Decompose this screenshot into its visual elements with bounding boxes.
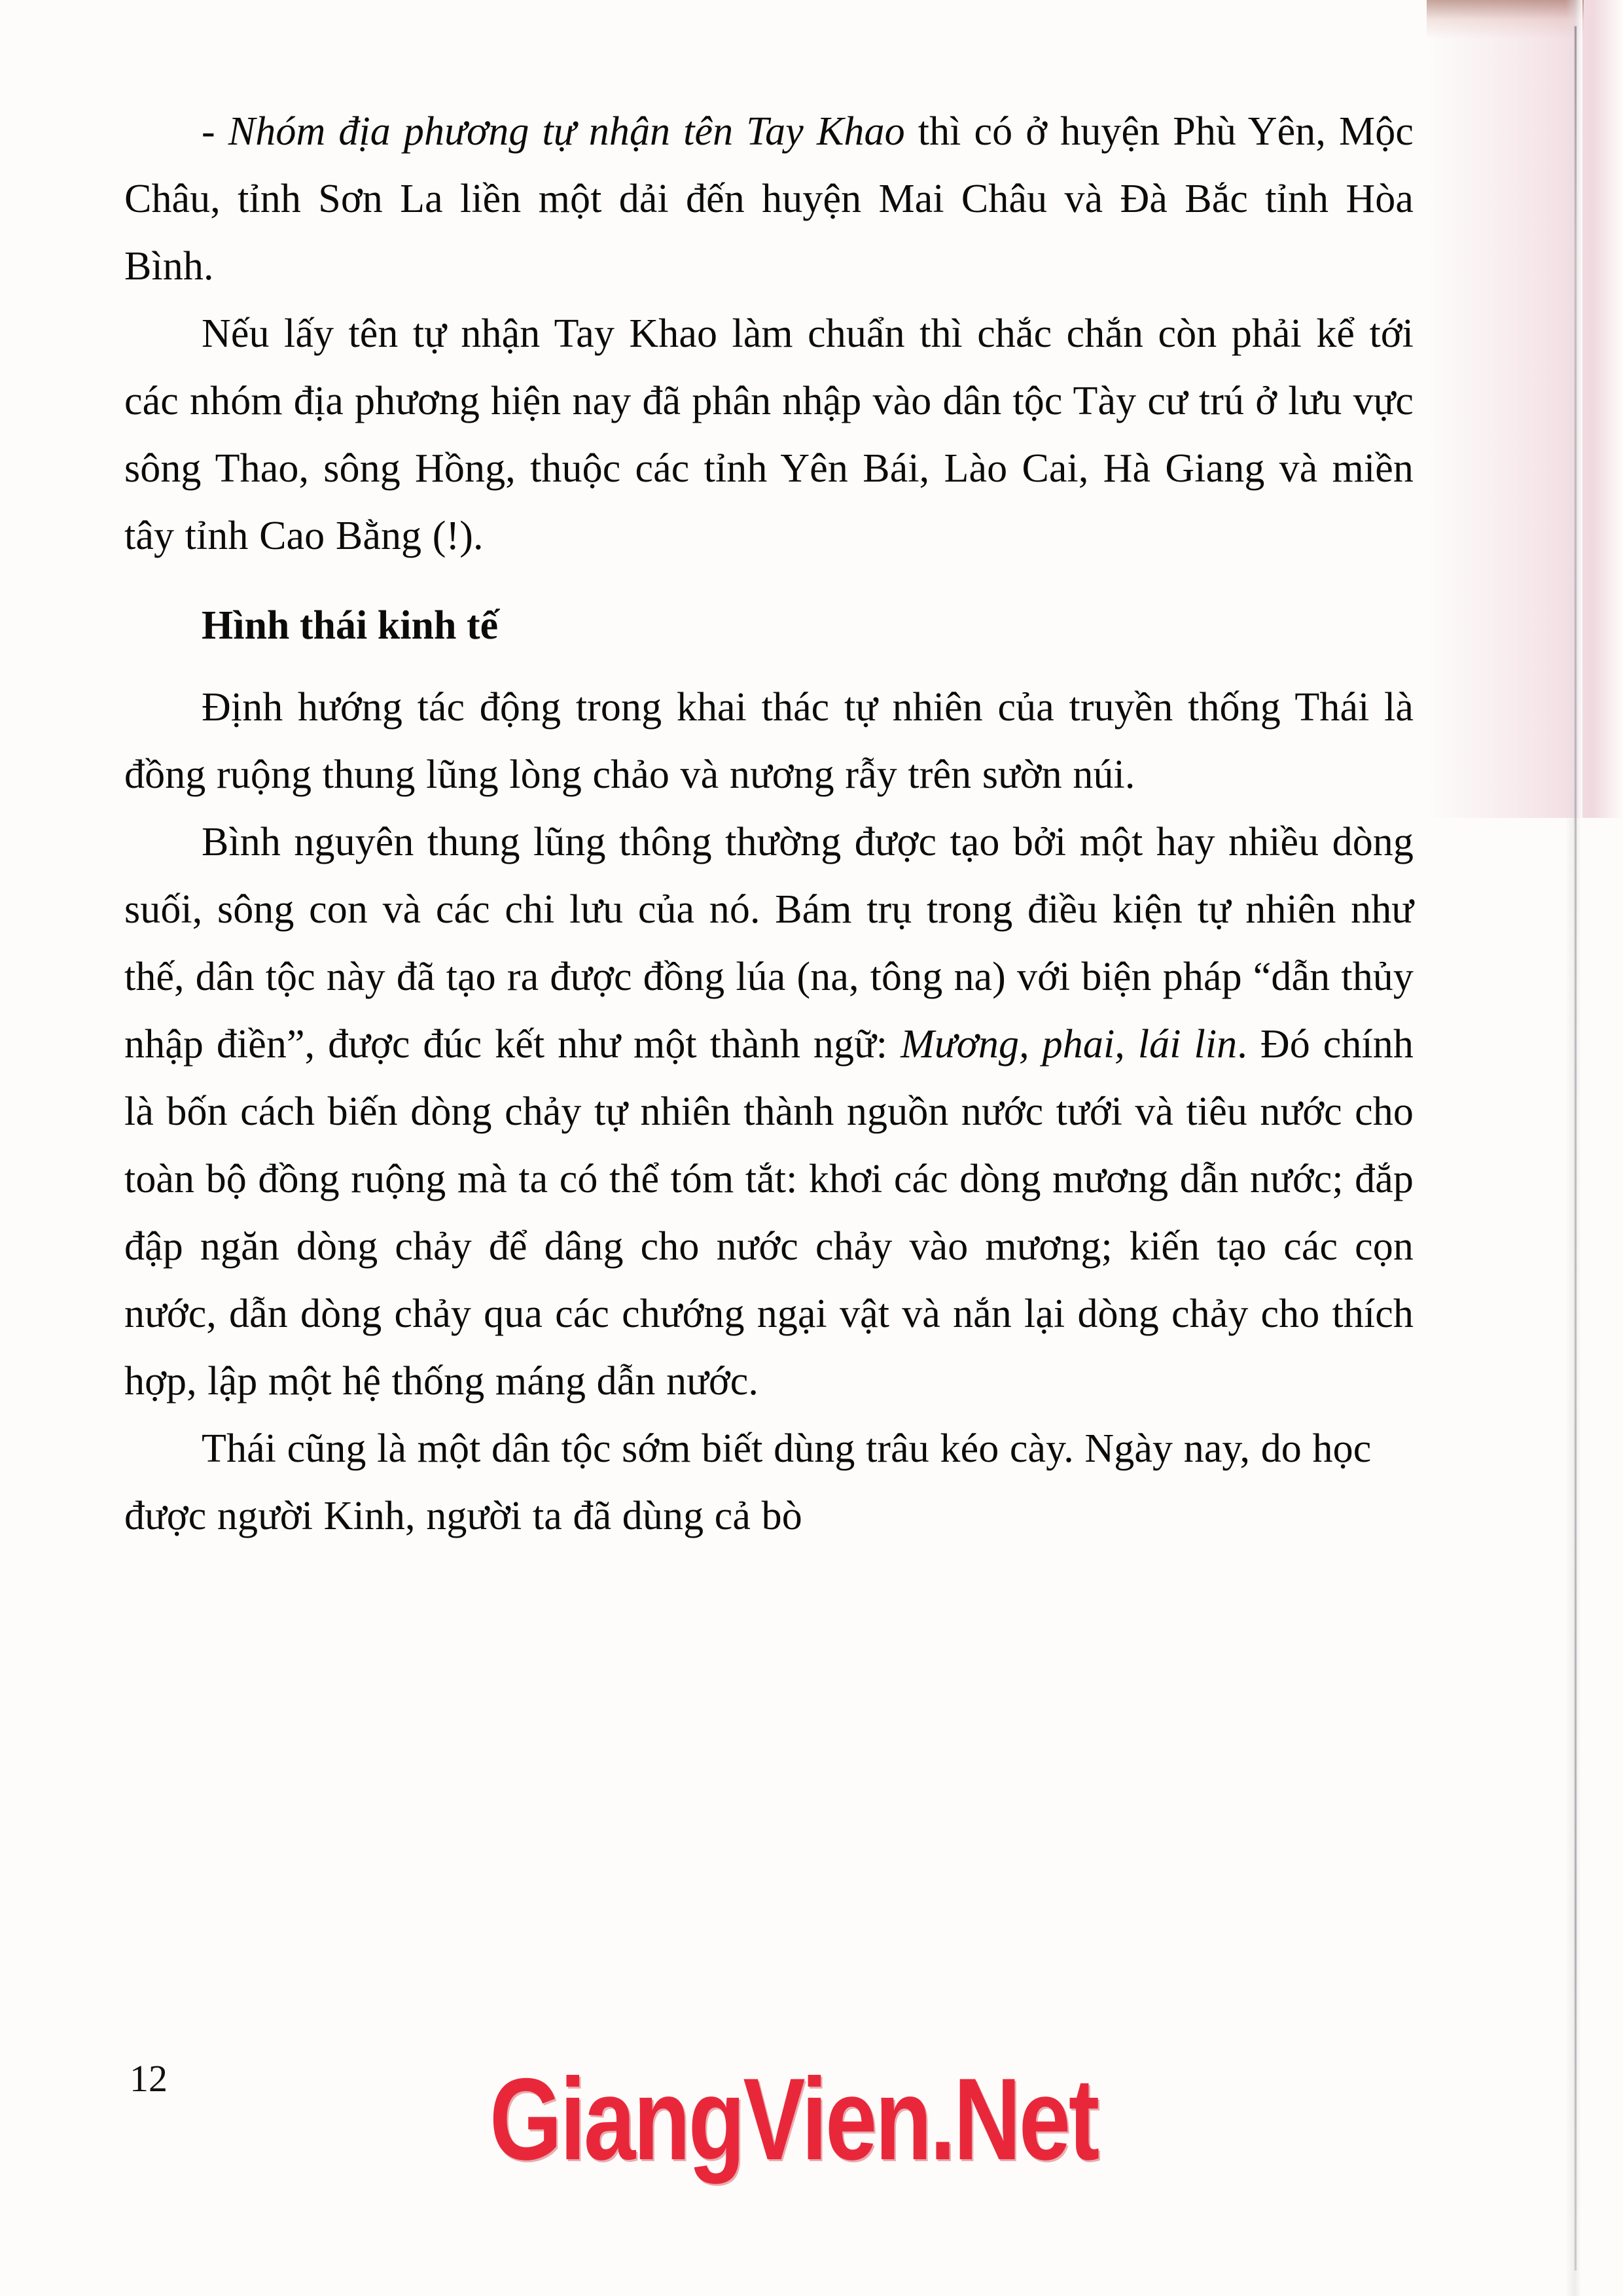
page-binding-edge-line (1575, 26, 1577, 2270)
paragraph-tay-khao-locality (124, 98, 1414, 300)
scan-paper-tint (1427, 0, 1623, 818)
paragraph-part-two: . Đó chính là bốn cách biến dòng chảy tự nhiên thành nguồn nước tưới và tiêu nước cho toàn bộ đồng ruộng mà ta có thể tóm tắt: khơi các dòng mương dẫn nước; đắp đập ngăn dòng chảy để dâng cho nước chảy vào mương; kiến tạo các cọn nước, dẫn dòng chảy qua các chướng ngại vật và nắn lại dòng chảy cho thích hợp, lập một hệ thống máng dẫn nước. (124, 1022, 1414, 1404)
italic-idiom-muong-phai-lai-lin: Mương, phai, lái lin (901, 1022, 1238, 1067)
scan-corner-smudge (1427, 0, 1584, 39)
watermark-giangvien-net: GiangVien.Net (490, 2054, 1098, 2184)
paragraph-dinh-huong: Định hướng tác động trong khai thác tự nhiên của truyền thống Thái là đồng ruộng thung lũng lòng chảo và nương rẫy trên sườn núi. (124, 685, 1414, 797)
section-heading-hinh-thai-kinh-te: Hình thái kinh tế (202, 603, 499, 648)
paragraph-remainder: thì có ở huyện Phù Yên, Mộc Châu, tỉnh Sơn La liền một dải đến huyện Mai Châu và Đà Bắc tỉnh Hòa Bình. (124, 109, 1414, 289)
paragraph-binh-nguyen (124, 809, 1414, 1415)
italic-lead-phrase: Nhóm địa phương tự nhận tên Tay Khao (228, 109, 905, 154)
paragraph-part-one: Bình nguyên thung lũng thông thường được tạo bởi một hay nhiều dòng suối, sông con và các chi lưu của nó. Bám trụ trong điều kiện tự nhiên như thế, dân tộc này đã tạo ra được đồng lúa (na, tông na) với biện pháp “dẫn thủy nhập điền”, được đúc kết như một thành ngữ: (124, 820, 1414, 1067)
text-column (124, 98, 1414, 1550)
page-edge-shadow (1565, 0, 1582, 2296)
lead-dash: - (202, 109, 215, 154)
paragraph-thai-cung-la: Thái cũng là một dân tộc sớm biết dùng trâu kéo cày. Ngày nay, do học được người Kinh, người ta đã dùng cả bò (124, 1426, 1372, 1538)
page-number: 12 (130, 2057, 168, 2100)
paragraph-neu-lay-ten: Nếu lấy tên tự nhận Tay Khao làm chuẩn thì chắc chắn còn phải kể tới các nhóm địa phương hiện nay đã phân nhập vào dân tộc Tày cư trú ở lưu vực sông Thao, sông Hồng, thuộc các tỉnh Yên Bái, Lào Cai, Hà Giang và miền tây tỉnh Cao Bằng (!). (124, 311, 1414, 558)
